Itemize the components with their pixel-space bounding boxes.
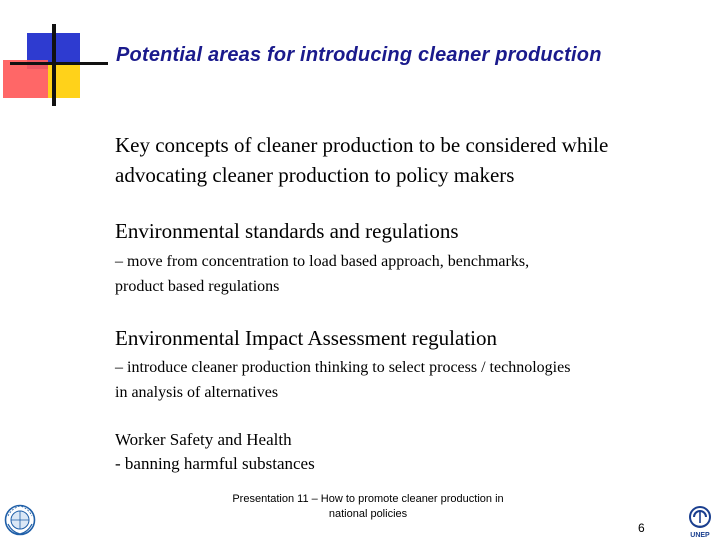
- eia-heading: Environmental Impact Assessment regulation: [115, 326, 497, 350]
- footer-line-1: Presentation 11 – How to promote cleaner production in: [232, 493, 504, 505]
- eia-line-1: – introduce cleaner production thinking to select process / technologies: [115, 359, 571, 376]
- env-standards-heading: Environmental standards and regulations: [115, 219, 459, 243]
- env-standards-line-1: – move from concentration to load based approach, benchmarks,: [115, 253, 530, 270]
- decor-vertical-line: [52, 24, 56, 106]
- page-number: 6: [638, 521, 645, 535]
- env-standards-line-2: product based regulations: [115, 278, 280, 295]
- worker-safety-line-2: - banning harmful substances: [115, 454, 315, 473]
- decor-red-square: [3, 60, 48, 98]
- slide-title: Potential areas for introducing cleaner production: [116, 44, 602, 66]
- eia-line-2: in analysis of alternatives: [115, 384, 279, 401]
- footer-caption: [210, 492, 526, 522]
- un-emblem-icon: [4, 504, 36, 536]
- unep-logo-icon: [684, 505, 716, 539]
- footer-line-2: national policies: [328, 508, 408, 520]
- key-concepts-line-1: Key concepts of cleaner production to be considered while: [115, 133, 609, 157]
- worker-safety-line-1: Worker Safety and Health: [115, 430, 292, 449]
- key-concepts-line-2: advocating cleaner production to policy makers: [115, 163, 515, 187]
- decor-horizontal-line: [10, 62, 108, 65]
- unep-logo-text: UNEP: [690, 532, 710, 539]
